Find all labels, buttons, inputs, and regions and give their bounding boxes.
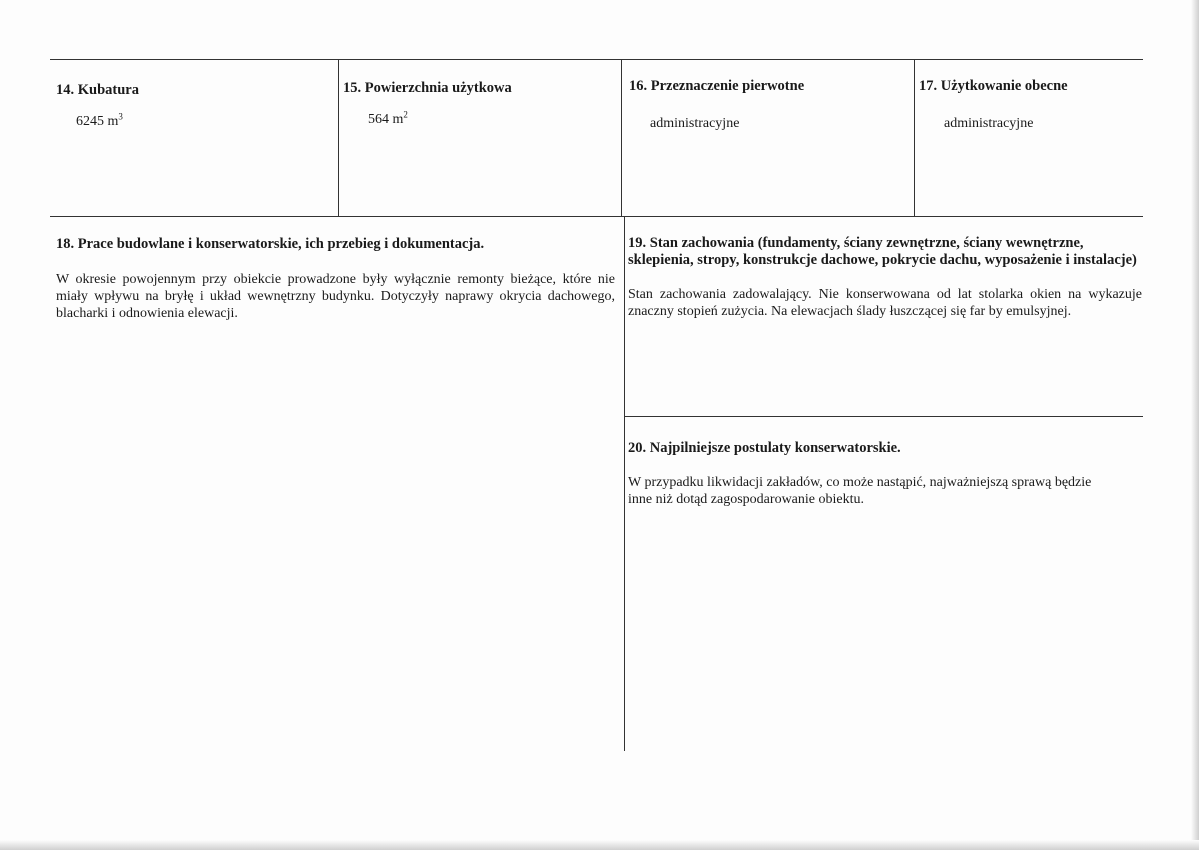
kubatura-number: 6245 m	[76, 114, 119, 129]
row2-split-rule	[624, 416, 1143, 417]
cell-stan-zachowania	[628, 235, 1142, 320]
postulaty-text: W przypadku likwidacji zakładów, co może nastąpić, najważniejszą sprawą będzie inne niż dotąd zagospodarowanie obiektu.	[628, 475, 1092, 507]
kubatura-value	[76, 113, 332, 130]
row1-bottom-rule	[50, 216, 1143, 217]
cell-postulaty	[628, 440, 1098, 508]
cell-prace-budowlane	[56, 236, 615, 322]
postulaty-title: 20. Najpilniejsze postulaty konserwatorskie.	[628, 440, 901, 456]
przeznaczenie-title: 16. Przeznaczenie pierwotne	[629, 78, 805, 94]
stan-zachowania-text: Stan zachowania zadowalający. Nie konserwowana od lat stolarka okien na wykazuje znaczny stopień zużycia. Na elewacjach ślady łuszczącej się far by emulsyjnej.	[628, 287, 1142, 319]
cell-uzytkowanie	[919, 78, 1139, 132]
stan-zachowania-title: 19. Stan zachowania (fundamenty, ściany zewnętrzne, ściany wewnętrzne, sklepienia, stropy, konstrukcje dachowe, pokrycie dachu, wyposażenie i instalacje)	[628, 235, 1137, 268]
cell-przeznaczenie	[629, 78, 909, 132]
cell-kubatura	[56, 82, 332, 130]
powierzchnia-value	[368, 111, 615, 128]
powierzchnia-number: 564 m	[368, 112, 404, 127]
scan-edge-right	[1191, 0, 1199, 850]
divider-14-15	[338, 59, 339, 216]
scan-edge-bottom	[0, 840, 1199, 850]
divider-16-17	[914, 59, 915, 216]
przeznaczenie-value: administracyjne	[650, 116, 740, 131]
prace-budowlane-text: W okresie powojennym przy obiekcie prowadzone były wyłącznie remonty bieżące, które nie miały wpływu na bryłę i układ wewnętrzny budynku. Dotyczyły naprawy okrycia dachowego, blacharki i odnowienia elewacji.	[56, 272, 615, 321]
uzytkowanie-title: 17. Użytkowanie obecne	[919, 78, 1068, 94]
kubatura-unit-exponent: 3	[118, 111, 123, 122]
top-rule	[50, 59, 1143, 60]
kubatura-title: 14. Kubatura	[56, 82, 139, 98]
powierzchnia-title: 15. Powierzchnia użytkowa	[343, 80, 512, 96]
cell-powierzchnia	[343, 80, 615, 128]
prace-budowlane-title: 18. Prace budowlane i konserwatorskie, ich przebieg i dokumentacja.	[56, 236, 485, 252]
divider-15-16	[621, 59, 622, 216]
powierzchnia-unit-exponent: 2	[403, 109, 408, 120]
divider-18-19	[624, 216, 625, 751]
uzytkowanie-value: administracyjne	[944, 116, 1034, 131]
